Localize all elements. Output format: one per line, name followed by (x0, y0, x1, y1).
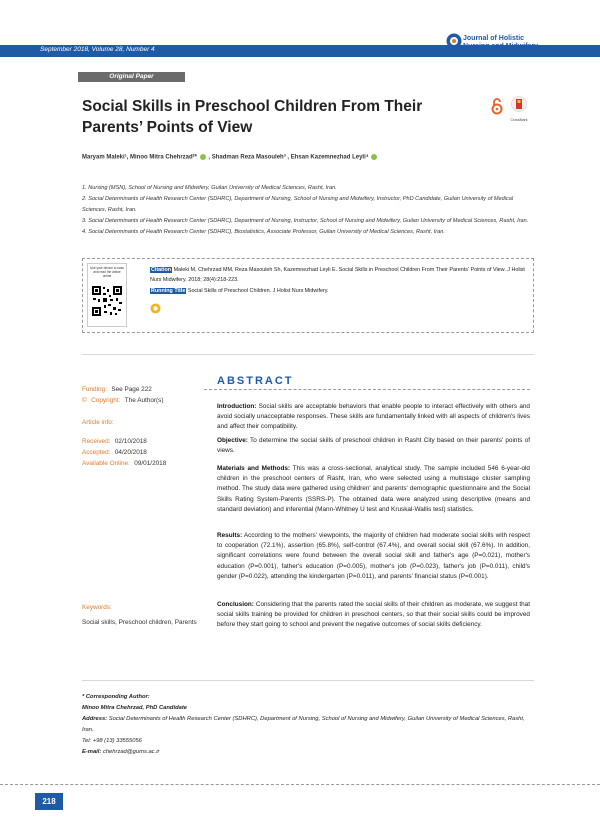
abstract-heading: ABSTRACT (217, 375, 294, 387)
running-title (150, 288, 525, 294)
abstract-methods (217, 464, 530, 515)
journal-name-line2: Nursing and Midwifery (463, 43, 539, 50)
email-text[interactable]: chehrzad@gums.ac.ir (101, 749, 160, 755)
qr-caption: Use your device to scan and read the article online (89, 266, 125, 278)
affiliation: 4. Social Determinants of Health Research Center (SDHRC), Biostatistics, Associate Professor, Guilan University of Medical Sciences, Rasht, Iran. (82, 229, 445, 235)
journal-logo-icon (446, 33, 462, 49)
section-divider (82, 354, 534, 355)
crossmark-icon[interactable] (511, 96, 527, 118)
available-label: Available Online: (82, 460, 130, 467)
address-text: Social Determinants of Health Research Center (SDHRC), Department of Nursing, School of Nursing and Midwifery, Guilan University of Medical Sciences, Rasht, Iran. (82, 716, 525, 733)
copyright-value: The Author(s) (124, 397, 164, 404)
abstract-conclusion (217, 600, 530, 631)
copyright-label: Copyright: (91, 397, 121, 404)
page-number: 218 (35, 793, 63, 810)
methods-label: Materials and Methods: (217, 465, 291, 472)
introduction-label: Introduction: (217, 403, 257, 410)
orcid-icon[interactable] (200, 154, 206, 160)
results-label: Results: (217, 532, 243, 539)
objective-label: Objective: (217, 437, 248, 444)
affiliation: 3. Social Determinants of Health Research Center (SDHRC), Department of Nursing, Instructor, School of Nursing and Midwifery, Guilan University of Medical Sciences, Rasht, Iran. (82, 218, 529, 224)
author-list (82, 154, 378, 161)
running-title-label: Running Title (151, 288, 186, 294)
author-names: , Shadman Reza Masouleh³ (208, 154, 286, 161)
accepted-value: 04/20/2018 (114, 449, 147, 456)
orcid-icon[interactable] (371, 154, 377, 160)
abstract-objective (217, 436, 530, 456)
crossmark-label: CrossMark (510, 118, 528, 122)
received-value: 02/10/2018 (114, 438, 147, 445)
conclusion-text: Considering that the parents rated the social skills of their children as moderate, we suggest that social skills training be provided for children in preschool centers, so that their social skills could be improved before they start going to school and prevent the negative outcomes of social skills deficiency. (217, 601, 530, 629)
article-title: Social Skills in Preschool Children From Their Parents’ Points of View (82, 98, 423, 136)
article-info-heading: Article info: (82, 419, 114, 426)
corresponding-address (82, 714, 534, 736)
citation-text: Maleki M, Chehrzad MM, Reza Masouleh Sh, Kazemnezhad Leyli E. Social Skills in Preschool Children From Their Parents' Points of View. J Holist Nurs Midwifery. 2018; 28(4):218-223. (150, 267, 525, 283)
email-label: E-mail: (82, 749, 102, 755)
keywords-list: Social skills, Preschool children, Parents (82, 619, 197, 626)
copyright-icon: © (82, 397, 87, 404)
footer-rule (0, 784, 600, 785)
copyright (82, 389, 163, 407)
doi-icon[interactable] (150, 303, 161, 314)
author-names: , Ehsan Kazemnezhad Leyli⁴ (287, 154, 369, 161)
methods-text: This was a cross-sectional, analytical study. The sample included 546 6-year-old children in the preschool centers of Rasht, Iran, who were selected using a multistage cluster sampling method. The study data were gathered using children' and parents' demographic questionnaire and the Social Skills Rating System-Parents (SSRS-P). The obtained data were analyzed using descriptive (means and standard deviation) and inferential (Mann-Whitney U test and Kruskal-Wallis test) statistics. (217, 465, 530, 513)
available-value: 09/01/2018 (134, 460, 167, 467)
citation-label: Citation (151, 267, 172, 273)
corresponding-heading: * Corresponding Author: (82, 694, 150, 700)
objective-text: To determine the social skills of preschool children in Rasht City based on their parents' points of views. (217, 437, 530, 455)
corresponding-name: Minoo Mitra Chehrzad, PhD Candidate (82, 705, 187, 711)
introduction-text: Social skills are acceptable behaviors that enable people to interact effectively with others and avoid socially unacceptable responses. These skills are fundamentally linked with all aspects of children's lives and affect their compatibility. (217, 403, 530, 431)
affiliation: 1. Nursing (MSN), School of Nursing and Midwifery, Guilan University of Medical Sciences, Rasht, Iran. (82, 185, 337, 191)
journal-name-line1: Journal of Holistic (463, 35, 525, 42)
funding-value: See Page 222 (111, 386, 152, 393)
results-text: According to the mothers' viewpoints, the majority of children had moderate social skills with respect to cooperation (72.1%), assertion (65.8%), self-control (67.4%), and overall social skill (67.6%). In addition, significant correlations were found between the overall social skill and father's age (P=0.021), mother's education (P=0.001), father's education (P=0.005), mother's job (P=0.023), father's job (P=0.011), child's gender (P=0.022), attending the kindergarten (P=0.011), and parents' financial status (P=0.001). (217, 532, 530, 580)
address-label: Address: (82, 716, 108, 722)
accepted-label: Accepted: (82, 449, 111, 456)
section-divider (82, 680, 534, 681)
corresponding-author (82, 692, 534, 758)
abstract-rule (204, 389, 530, 390)
abstract-results (217, 531, 530, 582)
abstract-introduction (217, 402, 530, 433)
corresponding-tel: Tel: +98 (13) 33555056 (82, 738, 142, 744)
citation (150, 265, 525, 285)
qr-code-icon[interactable] (91, 285, 123, 317)
keywords-heading: Keywords: (82, 604, 112, 611)
journal-name (463, 35, 538, 51)
issue-info: September 2018, Volume 28, Number 4 (40, 46, 155, 53)
corresponding-email (82, 747, 534, 758)
funding-label: Funding: (82, 386, 107, 393)
author-names: Maryam Maleki¹, Minoo Mitra Chehrzad²* (82, 154, 198, 161)
received-label: Received: (82, 438, 111, 445)
affiliation: 2. Social Determinants of Health Research Center (SDHRC), Department of Nursing, School of Nursing and Midwifery, Instructor, PhD Candidate, Guilan University of Medical Sciences, Rasht, Iran. (82, 196, 514, 213)
open-access-icon[interactable] (490, 97, 504, 115)
running-title-text: Social Skills of Preschool Children. J Holist Nurs Midwifery. (187, 288, 329, 294)
available-date (82, 452, 166, 470)
article-type-badge: Original Paper (78, 72, 185, 82)
conclusion-label: Conclusion: (217, 601, 254, 608)
affiliations (82, 183, 534, 238)
